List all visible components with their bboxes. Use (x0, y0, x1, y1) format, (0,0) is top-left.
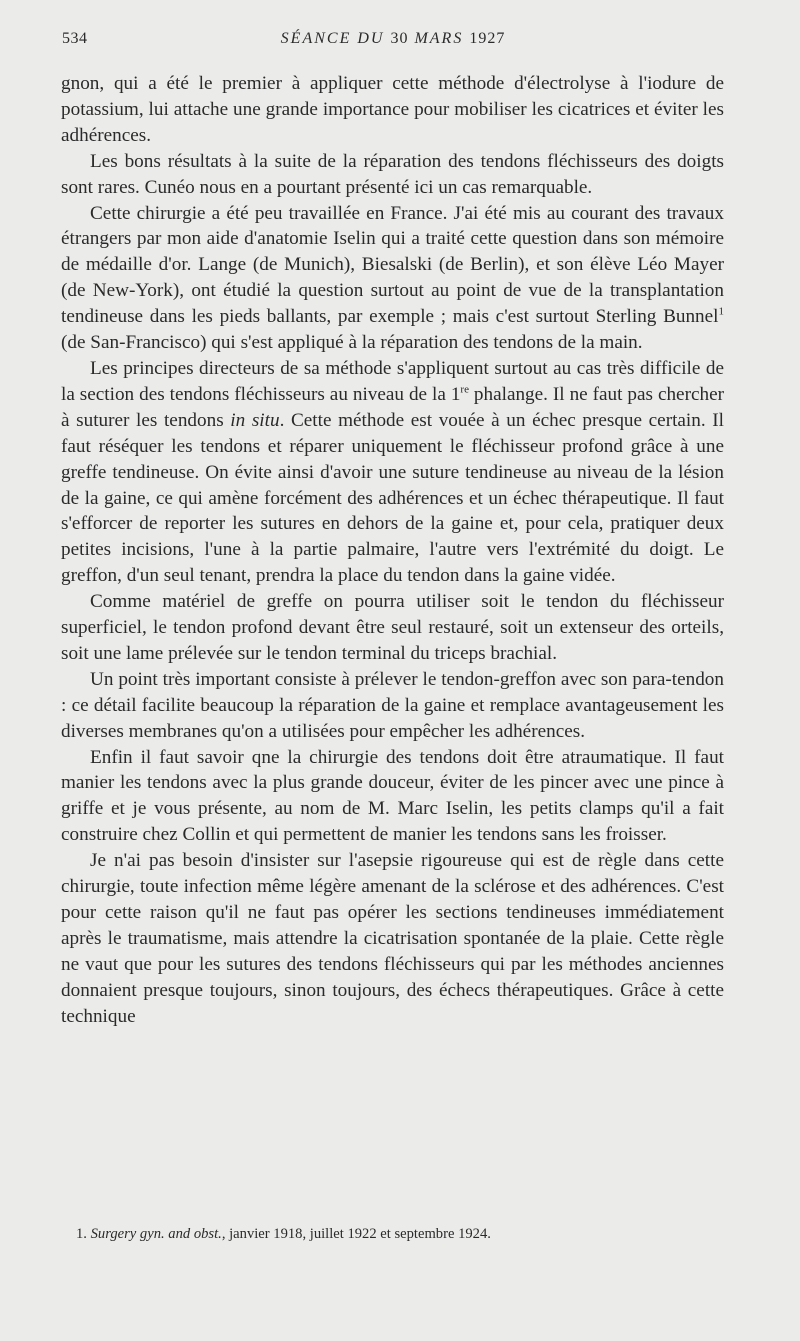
running-head (62, 30, 724, 48)
paragraph: Les bons résultats à la suite de la réparation des tendons fléchisseurs des doigts sont rares. Cunéo nous en a pourtant présenté ici un cas remarquable. (61, 150, 724, 198)
italic-term: in situ (230, 409, 280, 431)
paragraph-text: (de San-Francisco) qui s'est appliqué à la réparation des tendons de la main. (61, 332, 643, 354)
running-head-day: 30 (390, 30, 409, 47)
paragraph-text: . Cette méthode est vouée à un échec presque certain. Il faut réséquer les tendons et réparer uniquement le fléchisseur profond grâce à une greffe tendineuse. On évite ainsi d'avoir une suture tendineuse au niveau de la lésion de la gaine, ce qui amène forcément des adhérences et un échec thérapeutique. Il faut s'efforcer de reporter les sutures en dehors de la gaine et, pour cela, pratiquer deux petites incisions, l'une à la partie palmaire, l'autre vers l'extrémité du doigt. Le greffon, d'un seul tenant, prendra la place du tendon dans la gaine vidée. (61, 409, 724, 587)
footnote-number: 1. (76, 1226, 87, 1242)
paragraph-continuation: gnon, qui a été le premier à appliquer cette méthode d'électrolyse à l'iodure de potassium, lui attache une grande importance pour mobiliser les cicatrices et éviter les adhérences. (61, 73, 724, 146)
paragraph: Enfin il faut savoir qne la chirurgie des tendons doit être atraumatique. Il faut manier les tendons avec la plus grande douceur, éviter de les pincer avec une pince à griffe et je vous présente, au nom de M. Marc Iselin, les petits clamps qu'il a fait construire chez Collin et qui permettent de manier les tendons sans les froisser. (61, 746, 724, 846)
paragraph: Un point très important consiste à prélever le tendon-greffon avec son para-tendon : ce détail facilite beaucoup la réparation de la gaine et remplace avantageusement les diverses membranes qu'on a utilisées pour empêcher les adhérences. (61, 668, 724, 742)
footnote-journal: Surgery gyn. and obst. (90, 1226, 222, 1242)
running-head-title: SÉANCE DU (280, 30, 385, 47)
running-head-month: MARS (414, 30, 464, 47)
body-text (61, 71, 724, 1030)
ordinal-superscript: re (460, 383, 469, 396)
footnote-text: , janvier 1918, juillet 1922 et septembre 1924. (221, 1226, 491, 1242)
running-head-year: 1927 (469, 30, 506, 47)
paragraph-text: phalange. Il ne faut pas chercher à suturer les tendons (61, 383, 724, 431)
paragraph: Comme matériel de greffe on pourra utiliser soit le tendon du fléchisseur superficiel, le tendon profond devant être seul restauré, soit un extenseur des orteils, soit une lame prélevée sur le tendon terminal du triceps brachial. (61, 591, 724, 664)
paragraph-text: Les principes directeurs de sa méthode s'appliquent surtout au cas très difficile de la section des tendons fléchisseurs au niveau de la 1 (61, 357, 724, 405)
paragraph: Je n'ai pas besoin d'insister sur l'asepsie rigoureuse qui est de règle dans cette chirurgie, toute infection même légère amenant de la sclérose et des adhérences. C'est pour cette raison qu'il ne faut pas opérer les sections tendineuses immédiatement après le traumatisme, mais attendre la cicatrisation spontanée de la plaie. Cette règle ne vaut que pour les sutures des tendons fléchisseurs qui par les méthodes anciennes donnaient presque toujours, sinon toujours, des échecs thérapeutiques. Grâce à cette technique (61, 850, 724, 1027)
page-number: 534 (62, 30, 88, 47)
footnote-reference[interactable]: 1 (718, 305, 724, 318)
page-header (62, 30, 724, 52)
paragraph-text: Cette chirurgie a été peu travaillée en France. J'ai été mis au courant des travaux étrangers par mon aide d'anatomie Iselin qui a traité cette question dans son mémoire de médaille d'or. Lange (de Munich), Biesalski (de Berlin), et son élève Léo Mayer (de New-York), ont étudié la question surtout au point de vue de la transplantation tendineuse dans les pieds ballants, par exemple ; mais c'est surtout Sterling Bunnel (61, 202, 724, 328)
paragraph (61, 356, 724, 589)
footnote (61, 1224, 724, 1244)
paragraph-with-footnote-ref (61, 201, 724, 356)
